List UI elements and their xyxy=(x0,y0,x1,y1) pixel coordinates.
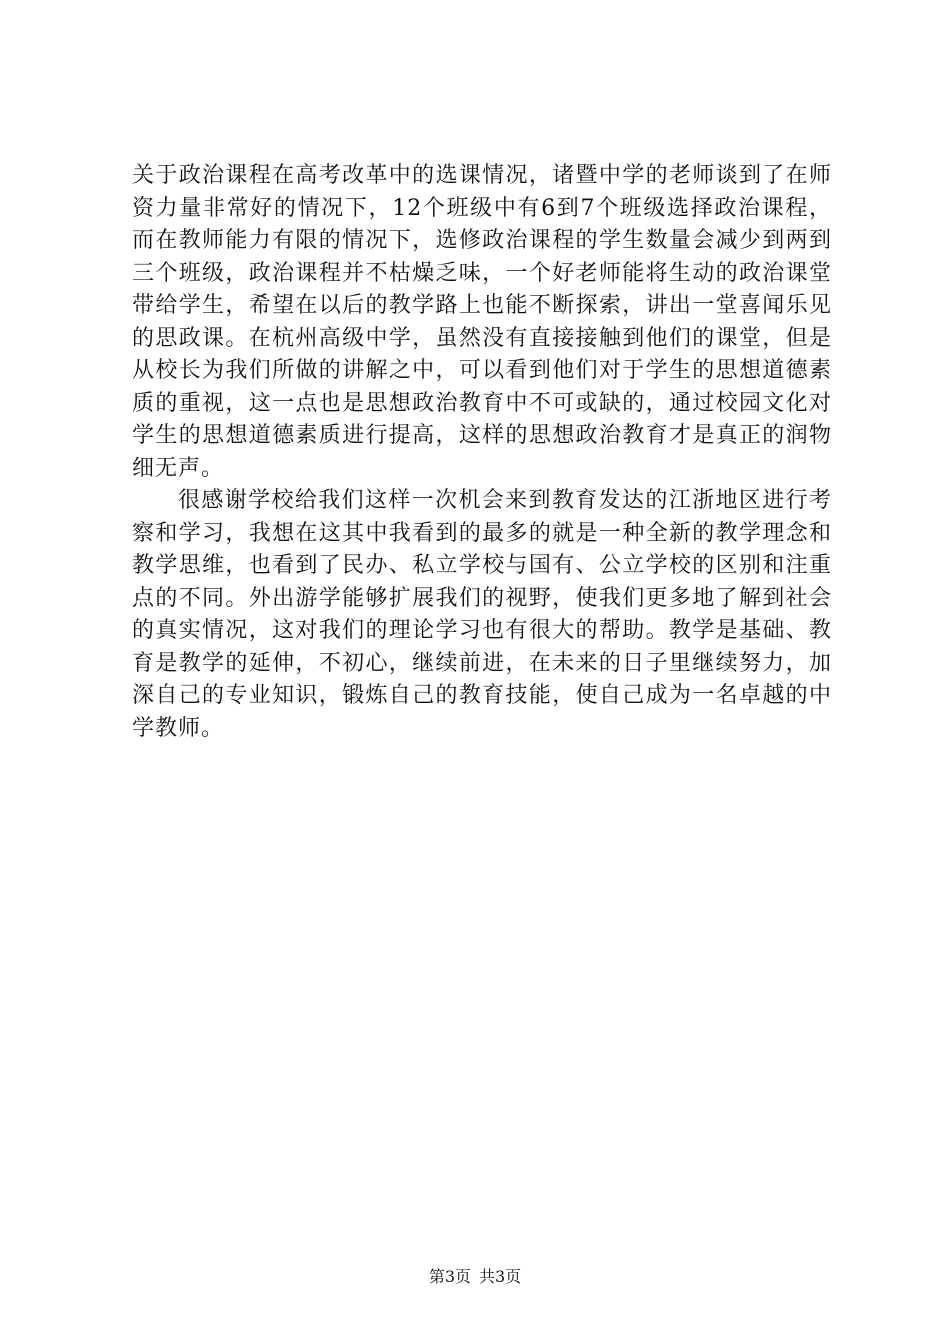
paragraph-2: 很感谢学校给我们这样一次机会来到教育发达的江浙地区进行考察和学习，我想在这其中我看到的最多的就是一种全新的教学理念和教学思维，也看到了民办、私立学校与国有、公立学校的区别和注重点的不同。外出游学能够扩展我们的视野，使我们更多地了解到社会的真实情况，这对我们的理论学习也有很大的帮助。教学是基础、教育是教学的延伸，不初心，继续前进，在未来的日子里继续努力，加深自己的专业知识，锻炼自己的教育技能，使自己成为一名卓越的中学教师。 xyxy=(132,488,832,741)
page-number: 第3页 xyxy=(428,1267,471,1286)
page-footer xyxy=(0,1267,950,1287)
body-text xyxy=(132,160,832,745)
paragraph-1: 关于政治课程在高考改革中的选课情况，诸暨中学的老师谈到了在师资力量非常好的情况下，12个班级中有6到7个班级选择政治课程，而在教师能力有限的情况下，选修政治课程的学生数量会减少到两到三个班级，政治课程并不枯燥乏味，一个好老师能将生动的政治课堂带给学生，希望在以后的教学路上也能不断探索，讲出一堂喜闻乐见的思政课。在杭州高级中学，虽然没有直接接触到他们的课堂，但是从校长为我们所做的讲解之中，可以看到他们对于学生的思想道德素质的重视，这一点也是思想政治教育中不可或缺的，通过校园文化对学生的思想道德素质进行提高，这样的思想政治教育才是真正的润物细无声。 xyxy=(132,163,832,481)
page-total: 共3页 xyxy=(479,1267,522,1286)
